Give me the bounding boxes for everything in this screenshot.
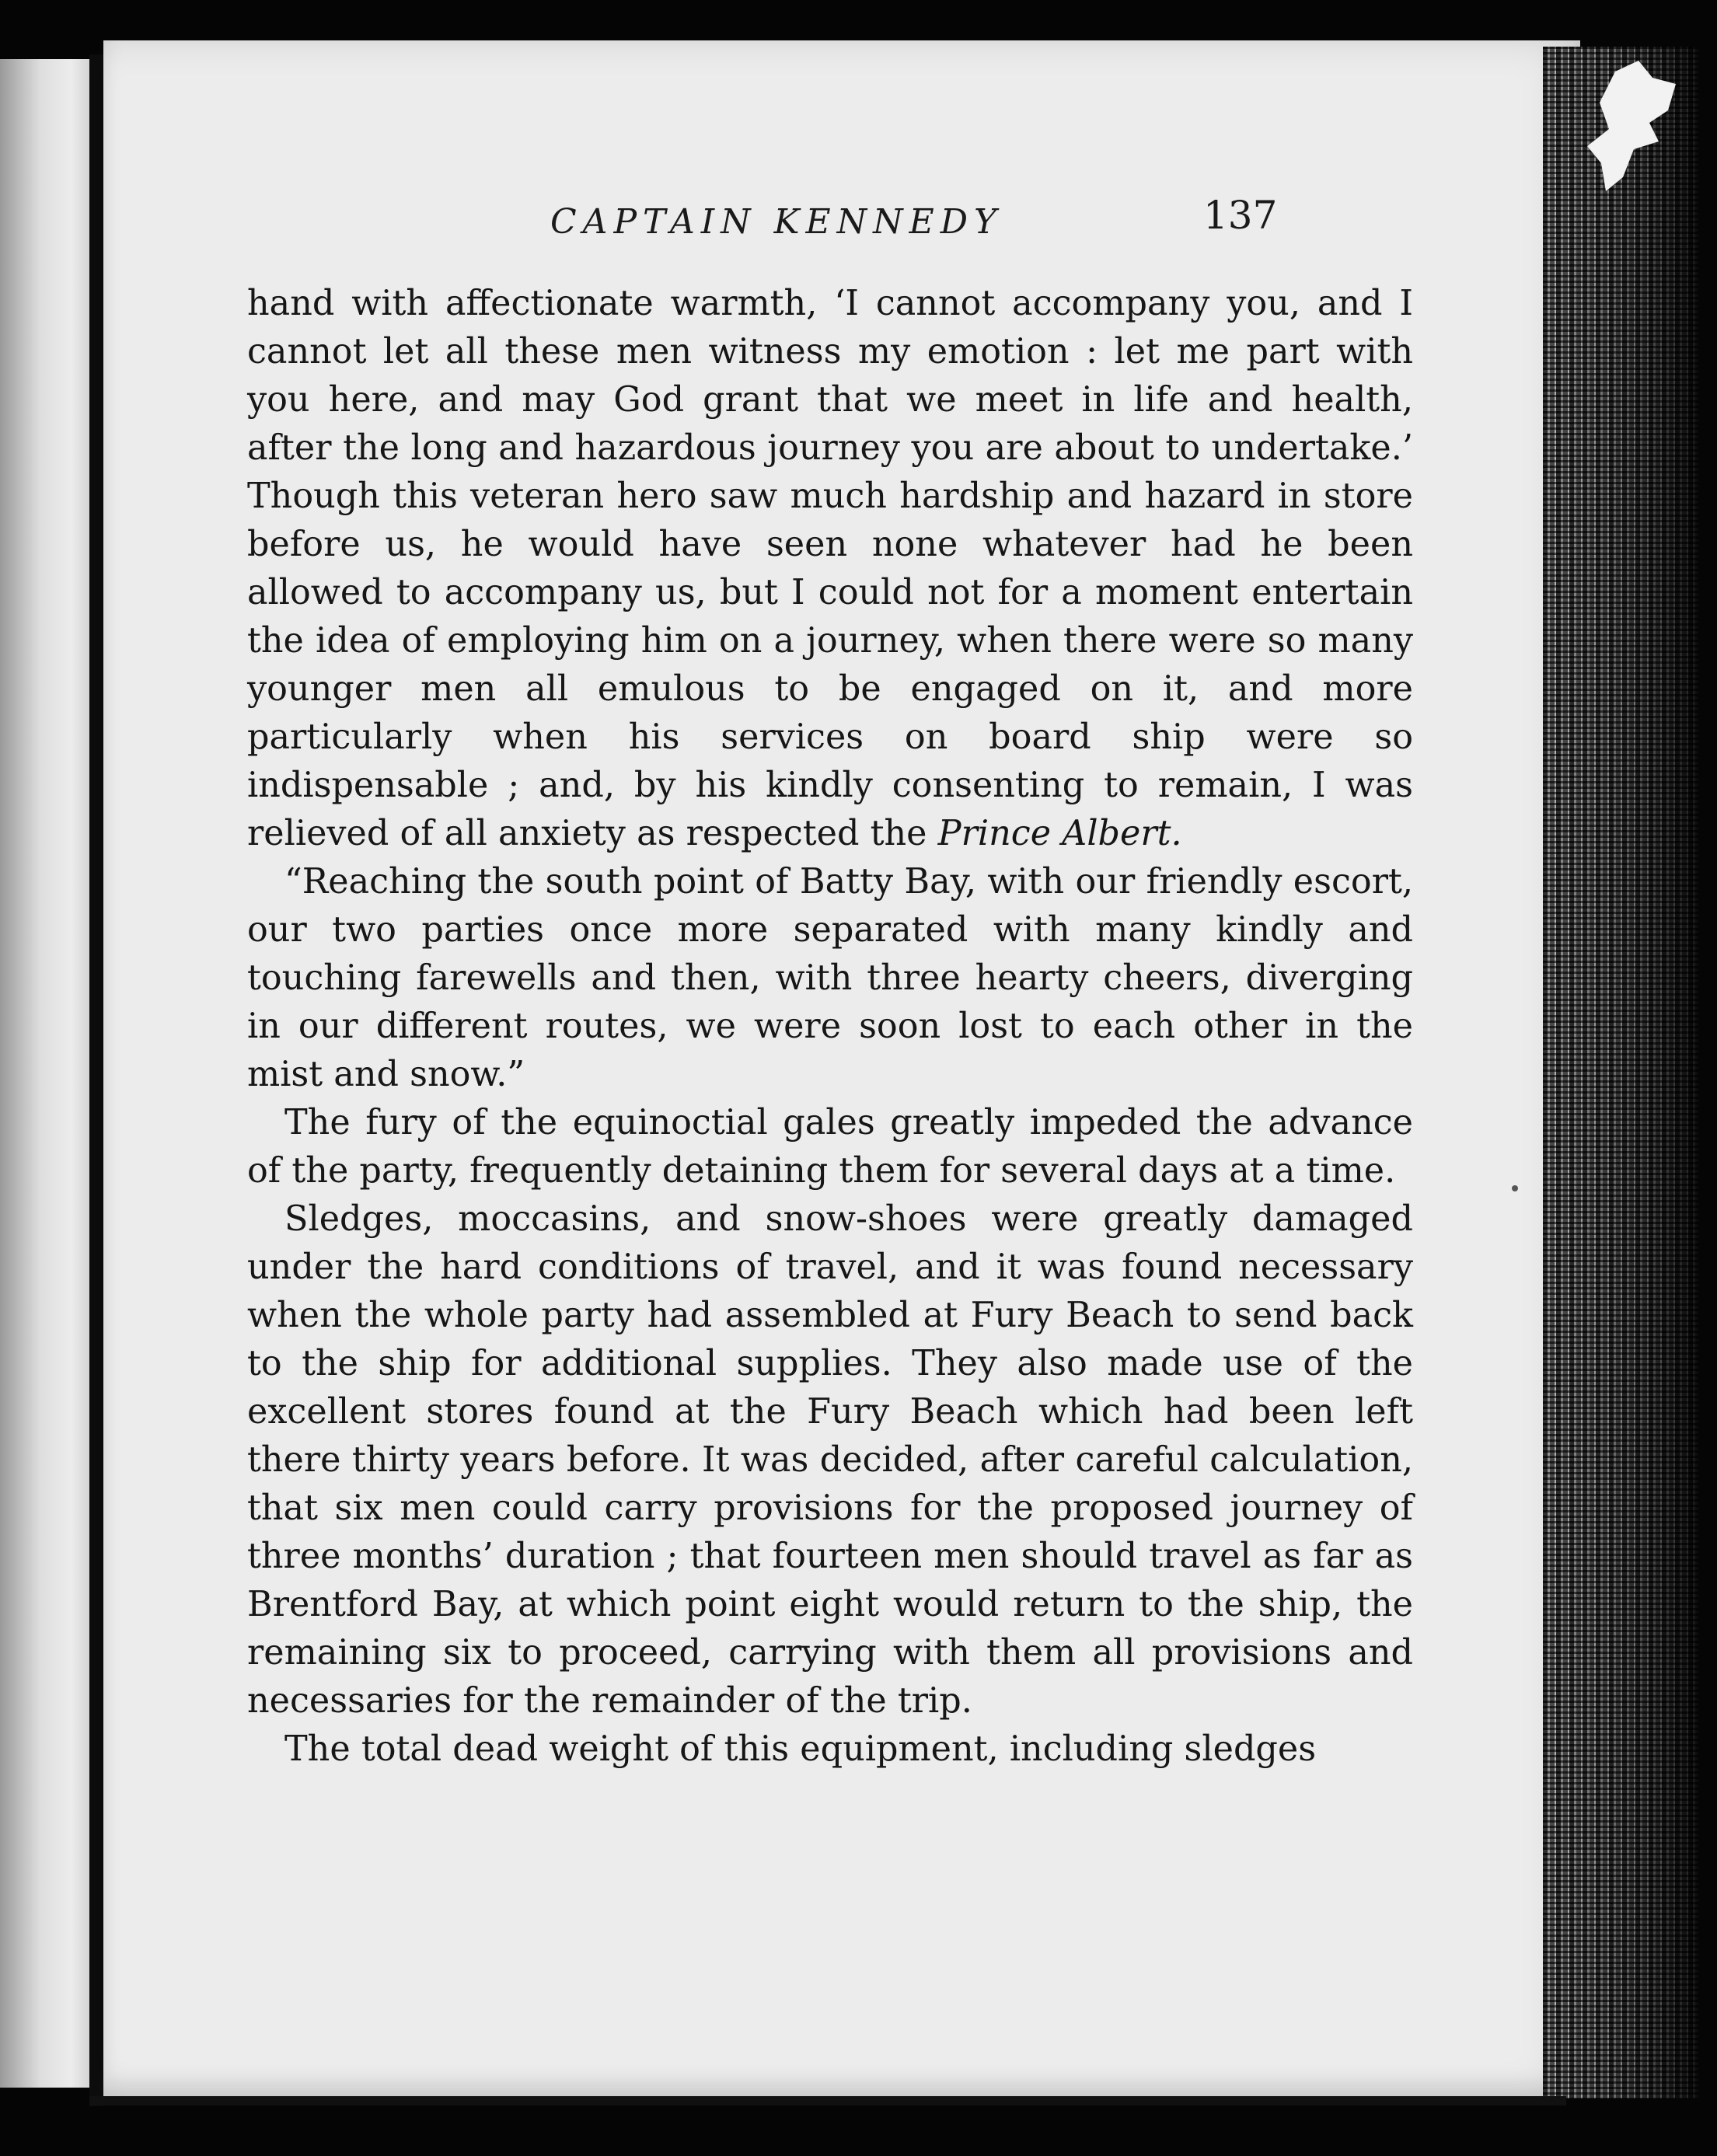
- ship-name: Prince Albert.: [937, 814, 1182, 853]
- page-header: [103, 188, 1580, 250]
- page-edges-shadow: [1543, 47, 1698, 2098]
- page-bottom-shadow: [89, 2096, 1566, 2105]
- paragraph: The fury of the equinoctial gales greatly impeded the advance of the party, frequently detaining them for several days at a time.: [247, 1103, 1413, 1191]
- dust-speck: [1512, 1185, 1518, 1191]
- book-gutter: [89, 54, 103, 2106]
- paragraph: The total dead weight of this equipment, including sledges: [284, 1729, 1317, 1769]
- paragraph-text: hand with affectionate warmth, ‘I cannot accompany you, and I cannot let all these men witness my emotion : let me part with you here, and may God grant that we meet in life and health, after the long and hazardous journey you are about to undertake.’ Though this veteran hero saw much hardship and hazard in store before us, he would have seen none whatever had he been allowed to accompany us, but I could not for a moment entertain the idea of employing him on a journey, when there were so many younger men all emulous to be engaged on it, and more particularly when his services on board ship were so indispensable ; and, by his kindly consenting to remain, I was relieved of all anxiety as respected the: [247, 284, 1413, 853]
- paragraph: Sledges, moccasins, and snow-shoes were greatly damaged under the hard conditions of travel, and it was found necessary when the whole party had assembled at Fury Beach to send back to the ship for additional supplies. They also made use of the excellent stores found at the Fury Beach which had been left there thirty years before. It was decided, after careful calculation, that six men could carry provisions for the proposed journey of three months’ duration ; that fourteen men should travel as far as Brentford Bay, at which point eight would return to the ship, the remaining six to proceed, carrying with them all provisions and necessaries for the remainder of the trip.: [247, 1199, 1413, 1721]
- running-head: CAPTAIN KENNEDY: [550, 202, 1003, 242]
- body-text: [247, 280, 1413, 1774]
- paragraph: “Reaching the south point of Batty Bay, with our friendly escort, our two parties once more separated with many kindly and touching farewells and then, with three hearty cheers, diverging in our different routes, we were soon lost to each other in the mist and snow.”: [247, 862, 1413, 1094]
- book-page: [103, 40, 1580, 2096]
- torn-corner-mark: [1578, 54, 1679, 202]
- facing-page-edge: [0, 59, 89, 2088]
- paragraph: [247, 280, 1413, 858]
- page-number: 137: [1203, 193, 1278, 238]
